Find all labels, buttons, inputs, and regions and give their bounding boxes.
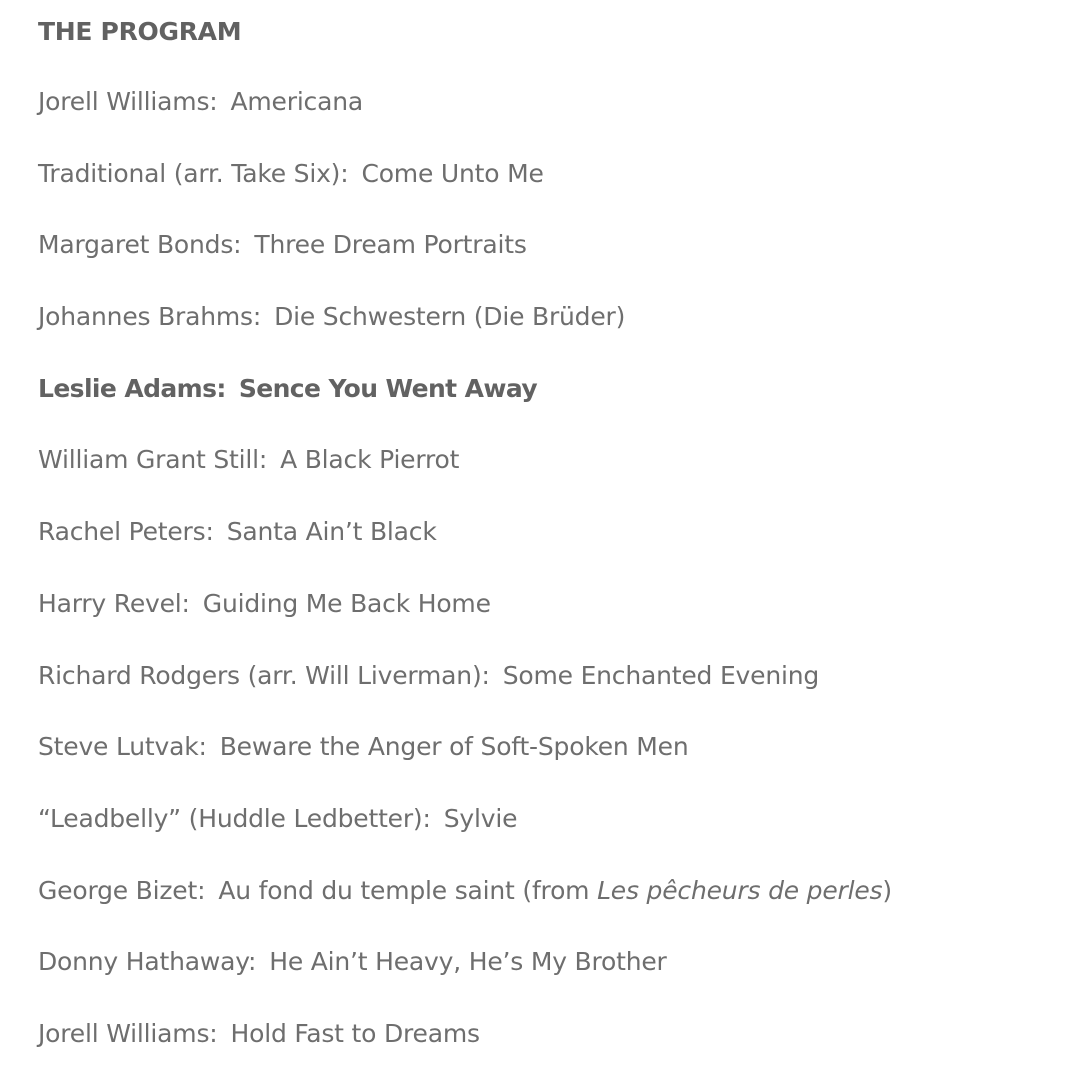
program-title: THE PROGRAM xyxy=(38,17,242,46)
work-title: Come Unto Me xyxy=(361,158,544,188)
program-item xyxy=(38,944,1058,1016)
program-item xyxy=(38,729,1058,801)
composer-name: Steve Lutvak: xyxy=(38,732,207,762)
program-item xyxy=(38,873,1058,945)
program-item xyxy=(38,227,1058,299)
composer-name: Margaret Bonds: xyxy=(38,230,242,260)
work-title: Three Dream Portraits xyxy=(254,230,527,260)
program-item xyxy=(38,156,1058,228)
composer-name: Richard Rodgers (arr. Will Liverman): xyxy=(38,660,490,690)
work-title: Guiding Me Back Home xyxy=(202,588,491,618)
opera-title: Les pêcheurs de perles xyxy=(597,875,883,905)
composer-name: Traditional (arr. Take Six): xyxy=(38,158,349,188)
program-item xyxy=(38,442,1058,514)
composer-name: Donny Hathaway: xyxy=(38,947,257,977)
composer-name: Harry Revel: xyxy=(38,588,190,618)
program-item xyxy=(38,1016,1058,1088)
work-title: Au fond du temple saint (from xyxy=(218,875,598,905)
work-title-suffix: ) xyxy=(882,875,892,905)
work-title: Sence You Went Away xyxy=(238,373,538,403)
work-title: Hold Fast to Dreams xyxy=(230,1018,480,1048)
composer-name: Leslie Adams: xyxy=(38,373,226,403)
program-item xyxy=(38,299,1058,371)
work-title: He Ain’t Heavy, He’s My Brother xyxy=(269,947,667,977)
work-title: A Black Pierrot xyxy=(280,445,460,475)
program-item-emphasized xyxy=(38,371,1058,443)
composer-name: Johannes Brahms: xyxy=(38,302,262,332)
program-item xyxy=(38,84,1058,156)
composer-name: Jorell Williams: xyxy=(38,1018,218,1048)
composer-name: Rachel Peters: xyxy=(38,517,214,547)
program-item xyxy=(38,801,1058,873)
composer-name: William Grant Still: xyxy=(38,445,268,475)
program-section xyxy=(38,14,1058,1048)
work-title: Santa Ain’t Black xyxy=(226,517,437,547)
work-title: Die Schwestern (Die Brüder) xyxy=(274,302,626,332)
composer-name: Jorell Williams: xyxy=(38,87,218,116)
work-title: Beware the Anger of Soft-Spoken Men xyxy=(219,732,689,762)
work-title: Some Enchanted Evening xyxy=(502,660,820,690)
program-item xyxy=(38,658,1058,730)
program-item xyxy=(38,586,1058,658)
composer-name: George Bizet: xyxy=(38,875,206,905)
work-title: Americana xyxy=(230,87,363,116)
work-title: Sylvie xyxy=(443,803,518,833)
composer-name: “Leadbelly” (Huddle Ledbetter): xyxy=(38,803,431,833)
program-list xyxy=(38,84,1058,1088)
program-item xyxy=(38,514,1058,586)
